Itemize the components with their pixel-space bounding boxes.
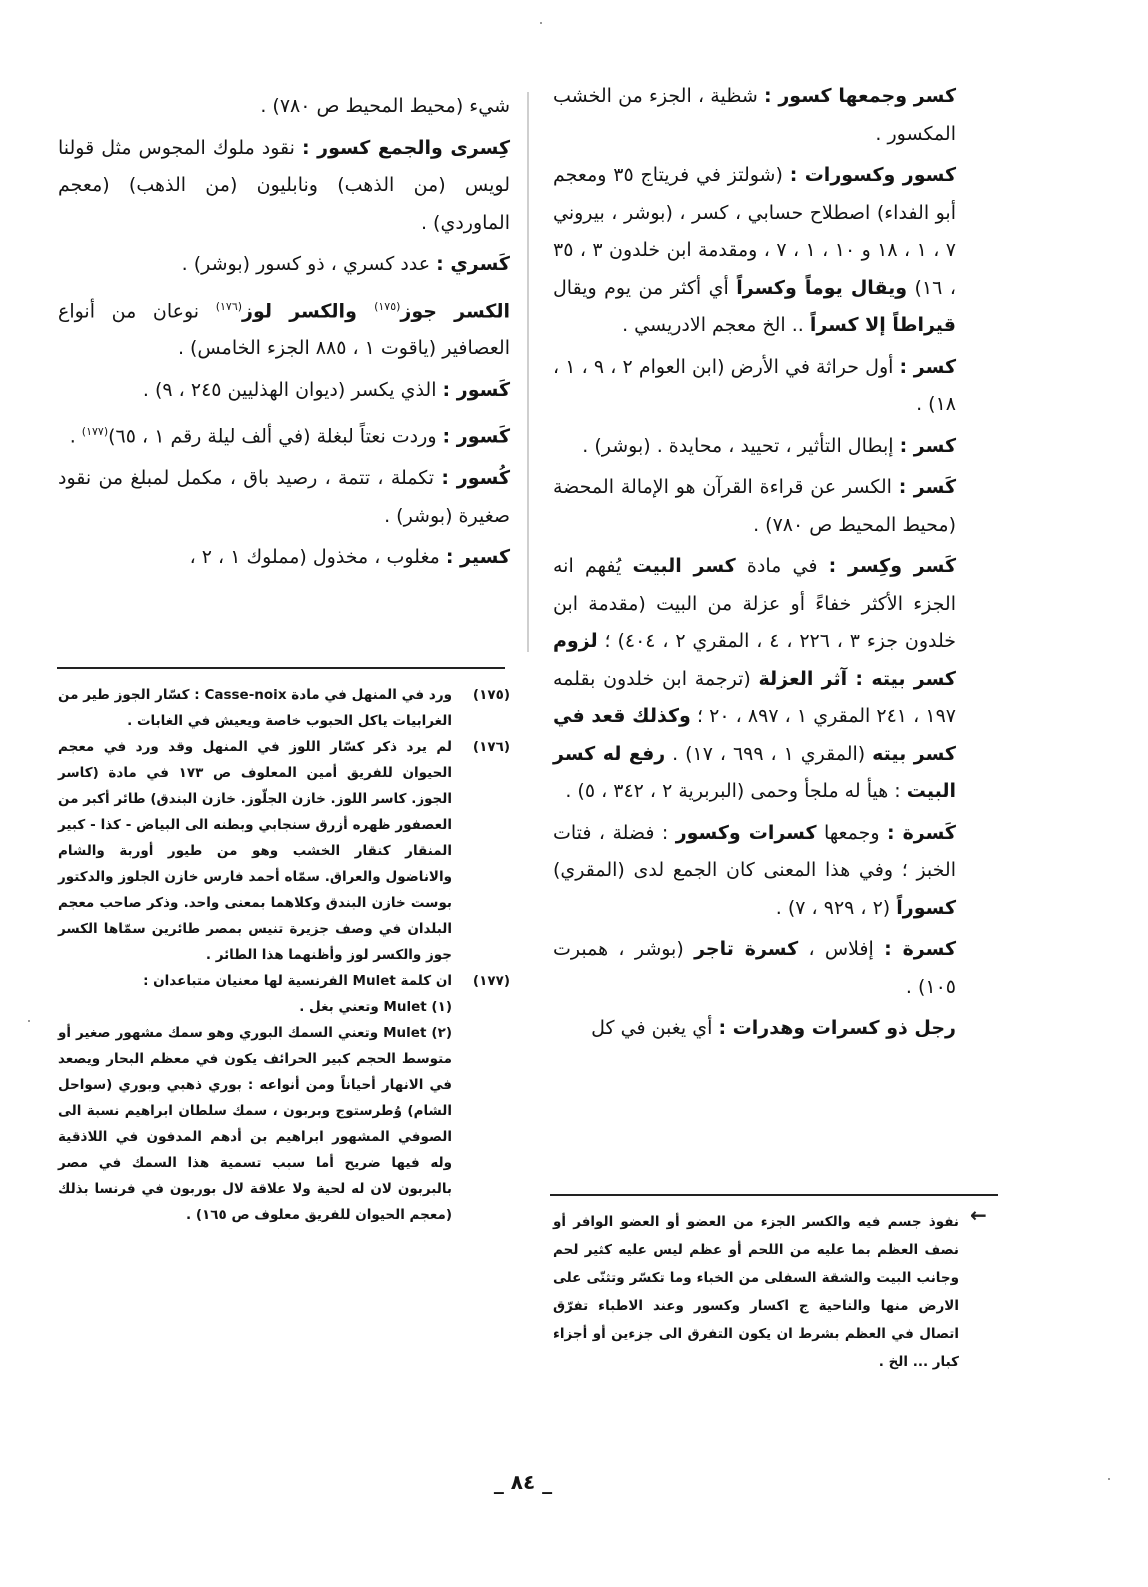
entry-continuation <box>58 88 510 126</box>
entry-term: كَسرة : <box>886 821 956 844</box>
entry-kasra-crumbs <box>553 815 956 928</box>
entry-term: رجل ذو كسرات وهدرات : <box>718 1017 956 1039</box>
entry-text: الذي يكسر (ديوان الهذليين ٢٤٥ ، ٩) . <box>142 378 443 401</box>
entry-kasri-fractional <box>58 246 510 284</box>
entry-text: شيء (محيط المحيط ص ٧٨٠) . <box>260 95 510 117</box>
entry-text: . <box>69 425 82 448</box>
entry-phrase: كسوراً <box>896 896 956 919</box>
footnote-text: ان كلمة Mulet الفرنسية لها معنيان متباعدان : <box>143 973 452 989</box>
entry-kasr-neutralize <box>553 428 956 466</box>
entry-text: نقود ملوك المجوس مثل قولنا لويس (من الذهب) ونابليون (من الذهب) (معجم الماوردي) . <box>58 136 510 234</box>
footnote-sub-item: (٢) Mulet وتعني السمك البوري وهو سمك مشهور صغير أو متوسط الحجم كبير الحرائف يكون في معظم البحار ويصعد في الانهار أحياناً ومن أنواعه : بوري ذهبي وبوري (سواحل الشام) وُطرستوج وبربون ، سمك سلطان ابراهيم نسبة الى الصوفي المشهور ابراهيم بن أدهم المدفون في اللاذقية وله فيها ضريح أما سبب تسمية هذا السمك في مصر بالبربون لان له لحية ولا علاقة لال بوربون في فرنسا بذلك (معجم الحيوان للفريق معلوف ص ١٦٥) . <box>58 1025 453 1223</box>
entry-term: كسر : <box>899 355 957 378</box>
entry-kasur-breaker <box>58 372 510 410</box>
entry-text: (٢ ، ٩٢٩ ، ٧) . <box>775 896 897 919</box>
entry-rajul-dhu-kasarat <box>553 1010 956 1048</box>
entry-phrase: قيراطاً إلا كسراً <box>809 314 956 336</box>
footnote-175 <box>58 682 510 734</box>
entry-term: كسر وجمعها كسور : <box>763 85 956 107</box>
entry-term: كسور وكسورات : <box>789 164 957 186</box>
entry-text: وردت نعتاً لبغلة (في ألف ليلة رقم ١ ، ٦٥) <box>108 425 443 448</box>
entry-term: كسرة : <box>884 938 956 960</box>
entry-text: (بوشر ، همبرت ١٠٥) . <box>553 938 956 998</box>
entry-text: أي يغبن في كل <box>591 1017 719 1039</box>
entry-kasr-plowing <box>553 349 956 424</box>
footnote-divider-right <box>550 1194 998 1196</box>
entry-phrase: ويقال يوماً وكسراً <box>736 276 908 299</box>
entry-kasur-mule <box>58 413 510 456</box>
entry-term: كَسور : <box>442 425 510 448</box>
entry-text: إبطال التأثير ، تحييد ، محايدة . (بوشر) . <box>582 434 900 457</box>
entry-text: عدد كسري ، ذو كسور (بوشر) . <box>181 253 437 275</box>
entry-text: في مادة <box>735 555 829 577</box>
entry-text: شظية ، الجزء من الخشب المكسور . <box>553 85 956 145</box>
entry-phrase: كسرة تاجر <box>694 938 799 960</box>
entry-kusur-remainder <box>58 460 510 535</box>
entry-text: نوعان من أنواع العصافير (ياقوت ١ ، ٨٨٥ الجزء الخامس) . <box>58 299 510 360</box>
entry-term: كسر : <box>899 434 956 457</box>
entry-text: (المقري ١ ، ٦٩٩ ، ١٧) . <box>665 742 873 765</box>
footnote-sub-item: (١) Mulet وتعني بغل . <box>299 999 452 1015</box>
footnote-text: ورد في المنهل في مادة Casse-noix : كسّار الجوز طير من الغرابيات ياكل الحبوب خاصة ويعيش في الغابات . <box>58 687 452 729</box>
entry-text: : فضلة ، فتات الخبز ؛ وفي هذا المعنى كان الجمع لدى (المقري) <box>553 821 956 881</box>
entry-kasr-imala <box>553 469 956 544</box>
entry-text: (شولتز في فريتاج ٣٥ ومعجم أبو الفداء) اصطلاح حسابي ، كسر ، (بوشر ، بيروني ٧ ، ١ ، ١٨ و ١٠ ، ١ ، ٧ ، ومقدمة ابن خلدون ٣ ، ٣٥ ، ١٦) <box>553 164 956 299</box>
footnote-number: (١٧٦) <box>472 739 510 755</box>
entry-text: إفلاس ، <box>798 938 885 960</box>
footnote-continuation: نفوذ جسم فيه والكسر الجزء من العضو أو العضو الوافر أو نصف العظم بما عليه من اللحم أو عظم ليس عليه كثير لحم وجانب البيت والشقة السفلى من الخباء وما تكسّر وتثنّى على الارض منها والناحية ج اكسار وكسور وعند الاطباء تفرّق اتصال في العظم بشرط ان يكون التفرق الى جزءين أو أجزاء كبار ... الخ . <box>553 1214 959 1370</box>
entry-phrase: كسرات وكسور <box>675 821 817 844</box>
scan-speck <box>1108 1478 1110 1480</box>
footnote-ref[interactable]: (١٧٧) <box>81 425 109 439</box>
entry-term: كَسر وكِسر : <box>828 555 957 577</box>
footnote-ref[interactable]: (١٧٥) <box>374 299 401 313</box>
entry-phrase: رفع له كسر البيت <box>553 742 956 802</box>
entry-term: كَسر : <box>898 476 956 498</box>
entry-term: كُسور : <box>441 467 510 490</box>
column-shadow-divider <box>527 92 529 652</box>
entry-term: كَسري : <box>436 253 510 275</box>
footnote-176 <box>58 734 510 968</box>
left-column <box>58 88 510 581</box>
entry-text: أي أكثر من يوم ويقال <box>553 276 737 299</box>
entry-term: كسير : <box>445 546 510 569</box>
scan-speck <box>540 22 542 24</box>
entry-term: كَسور : <box>442 378 510 401</box>
entry-term: والكسر لوز <box>242 299 375 322</box>
entry-term: الكسر جوز <box>400 299 510 322</box>
page-number: _ ٨٤ _ <box>493 1470 553 1494</box>
footnote-text: لم يرد ذكر كسّار اللوز في المنهل وقد ورد في معجم الحيوان للفريق أمين المعلوف ص ١٧٣ في مادة (كاسر الجوز. كاسر اللوز. خازن الجلّوز. خازن البندق) طائر أكبر من العصفور ظهره أزرق سنجابي وبطنه الى البياض - كذا - كبير المنقار كنقار الخشب وهو من طيور أوربة والشام والاناضول والعراق. سمّاه أحمد فارس خازن الجلوز والدكتور بوست خازن البندق وكلاهما بمعنى واحد. وذكر صاحب معجم البلدان في وصف جزيرة تنيس بمصر طائرين سمّاها الكسر جوز والكسر لوز وأظنهما هذا الطائر . <box>58 739 453 963</box>
entry-kasra-bankruptcy <box>553 931 956 1006</box>
entry-text: تكملة ، تتمة ، رصيد باق ، مكمل لمبلغ من نقود صغيرة (بوشر) . <box>58 467 510 527</box>
entry-text: مغلوب ، مخذول (مملوك ١ ، ٢ ، <box>189 546 446 569</box>
entry-phrase: لزوم كسر بيته : آثر العزلة <box>553 630 956 690</box>
entry-text: وجمعها <box>816 821 887 844</box>
footnote-divider-left <box>57 667 505 669</box>
entry-term: كِسرى والجمع كسور : <box>301 136 510 159</box>
footnote-177 <box>58 968 510 994</box>
entry-kasir-defeated <box>58 539 510 577</box>
right-column <box>553 78 956 1052</box>
entry-text: الكسر عن قراءة القرآن هو الإمالة المحضة (محيط المحيط ص ٧٨٠) . <box>553 476 956 536</box>
entry-kasr-bayt <box>553 548 956 811</box>
footnote-number: (١٧٧) <box>472 973 510 989</box>
entry-text: : هيأ له ملجأ وحمى (البربرية ٢ ، ٣٤٢ ، ٥) . <box>565 780 907 802</box>
entry-kisra-coins <box>58 130 510 243</box>
entry-text: .. الخ معجم الادريسي . <box>622 314 810 336</box>
entry-text: أول حراثة في الأرض (ابن العوام ٢ ، ٩ ، ١ ، ١٨) . <box>553 355 956 415</box>
entry-text: يُفهم انه الجزء الأكثر خفاءً أو عزلة من البيت (مقدمة ابن خلدون جزء ٣ ، ٢٢٦ ، ٤ ، المقري ٢ ، ٤٠٤) ؛ <box>553 555 956 652</box>
entry-phrase: كسر البيت <box>632 555 736 577</box>
footnotes <box>58 682 510 1228</box>
continuation-arrow-icon: ← <box>970 1203 987 1227</box>
entry-text: (ترجمة ابن خلدون بقلمه ١٩٧ ، ٢٤١ المقري ١ ، ٨٩٧ ، ٢٠ ؛ <box>553 667 957 727</box>
entry-kusur-kusurat <box>553 157 956 345</box>
scan-speck <box>28 1020 30 1022</box>
footnote-number: (١٧٥) <box>472 687 510 703</box>
footnote-ref[interactable]: (١٧٦) <box>215 299 243 313</box>
entry-kasr-plural-kusur <box>553 78 956 153</box>
entry-phrase: وكذلك قعد في كسر بيته <box>553 705 956 765</box>
entry-kasr-jawz-lawz <box>58 288 510 368</box>
